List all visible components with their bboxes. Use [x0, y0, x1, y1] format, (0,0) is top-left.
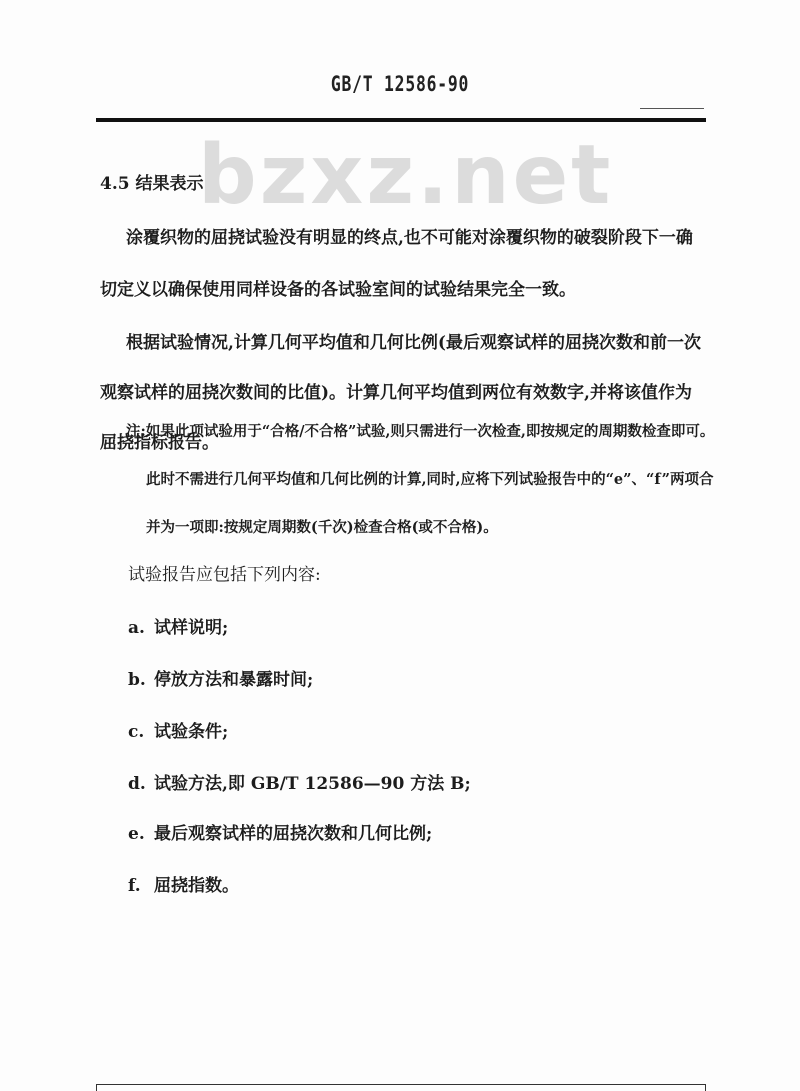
- report-item: [128, 822, 432, 846]
- report-item: [128, 616, 228, 640]
- header-thin-rule: [640, 108, 704, 109]
- report-item-letter: e.: [128, 824, 145, 844]
- report-item-text: 试验条件;: [154, 722, 229, 742]
- report-lead: 试验报告应包括下列内容:: [128, 565, 321, 585]
- report-item: [128, 720, 228, 744]
- report-item: [128, 772, 471, 796]
- report-item-letter: d.: [128, 774, 146, 794]
- note-paragraph: 注:如果此项试验用于“合格/不合格”试验,则只需进行一次检查,即按规定的周期数检查即可。此时不需进行几何平均值和几何比例的计算,同时,应将下列试验报告中的“e”、“f”两项合并为一项即:按规定周期数(千次)检查合格(或不合格)。: [126, 423, 715, 536]
- standard-code-header: GB/T 12586-90: [330, 72, 470, 96]
- footer-box-edge: [96, 1084, 706, 1091]
- report-item-letter: f.: [128, 876, 141, 896]
- report-item-text: 试样说明;: [154, 618, 229, 638]
- report-item-text: 停放方法和暴露时间;: [154, 670, 314, 690]
- section-title: 4.5 结果表示: [100, 174, 204, 194]
- report-item-letter: b.: [128, 670, 146, 690]
- report-item-letter: a.: [128, 618, 145, 638]
- result-paragraph-2: 根据试验情况,计算几何平均值和几何比例(最后观察试样的屈挠次数和前一次观察试样的屈挠次数间的比值)。计算几何平均值到两位有效数字,并将该值作为屈挠指标报告。: [100, 333, 701, 453]
- report-item: [128, 668, 313, 692]
- result-paragraph-1: 涂覆织物的屈挠试验没有明显的终点,也不可能对涂覆织物的破裂阶段下一确切定义以确保使用同样设备的各试验室间的试验结果完全一致。: [100, 228, 693, 300]
- report-item: [128, 874, 239, 898]
- watermark: bzxz.net: [198, 128, 614, 223]
- report-item-letter: c.: [128, 722, 145, 742]
- report-item-text: 试验方法,即 GB/T 12586—90 方法 B;: [154, 774, 471, 794]
- report-item-text: 屈挠指数。: [154, 876, 239, 896]
- header-rule: [96, 118, 706, 122]
- report-item-text: 最后观察试样的屈挠次数和几何比例;: [154, 824, 433, 844]
